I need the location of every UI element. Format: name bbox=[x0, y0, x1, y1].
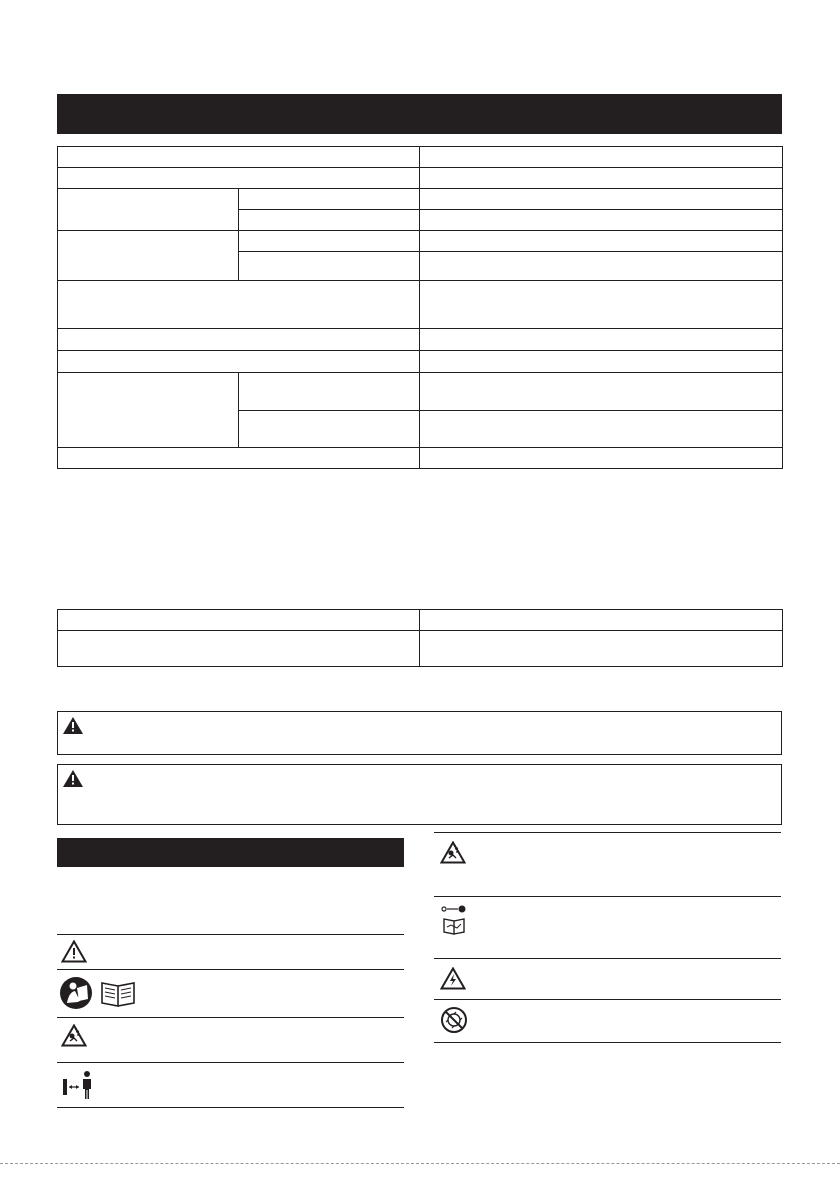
table-cell bbox=[420, 210, 783, 231]
divider bbox=[434, 1042, 781, 1043]
warning-triangle-icon bbox=[63, 717, 83, 734]
table-row bbox=[58, 373, 783, 411]
table-cell bbox=[420, 329, 783, 351]
table-row bbox=[58, 168, 783, 189]
table-cell bbox=[239, 231, 420, 252]
table-cell bbox=[58, 610, 420, 631]
table-row bbox=[58, 329, 783, 351]
table-row bbox=[58, 231, 783, 252]
divider bbox=[57, 1017, 404, 1018]
table-row bbox=[58, 147, 783, 168]
table-row bbox=[58, 189, 783, 210]
specifications-table bbox=[57, 146, 783, 469]
table-cell bbox=[58, 631, 420, 667]
table-cell bbox=[420, 189, 783, 210]
table-cell bbox=[420, 351, 783, 373]
divider bbox=[57, 934, 404, 935]
table-cell bbox=[58, 147, 420, 168]
warning-box bbox=[57, 764, 782, 825]
warning-box bbox=[57, 711, 782, 755]
warning-triangle-icon bbox=[63, 770, 83, 787]
no-metal-blade-icon bbox=[440, 1006, 468, 1034]
flying-debris-icon bbox=[61, 1024, 87, 1047]
divider bbox=[434, 832, 781, 833]
table-cell bbox=[239, 411, 420, 448]
table-cell bbox=[58, 168, 420, 189]
divider bbox=[57, 969, 404, 970]
page-edge bbox=[0, 1163, 840, 1164]
table-cell bbox=[420, 411, 783, 448]
table-cell bbox=[420, 373, 783, 411]
table-row bbox=[58, 631, 783, 667]
table-cell bbox=[420, 281, 783, 329]
table-cell bbox=[58, 329, 420, 351]
battery-table bbox=[57, 609, 783, 667]
table-cell bbox=[420, 610, 783, 631]
electric-shock-icon bbox=[440, 967, 466, 990]
warning-triangle-icon bbox=[61, 940, 87, 963]
table-cell bbox=[58, 351, 420, 373]
divider bbox=[57, 1062, 404, 1063]
table-cell bbox=[420, 231, 783, 252]
divider bbox=[434, 896, 781, 897]
table-row bbox=[58, 448, 783, 469]
table-row bbox=[58, 281, 783, 329]
table-cell bbox=[239, 189, 420, 210]
table-cell bbox=[239, 210, 420, 231]
flying-debris-icon bbox=[440, 841, 466, 864]
table-cell bbox=[58, 231, 239, 281]
keep-distance-icon bbox=[62, 1070, 96, 1100]
table-cell bbox=[239, 373, 420, 411]
table-cell bbox=[58, 281, 420, 329]
table-row bbox=[58, 351, 783, 373]
divider bbox=[434, 958, 781, 959]
specifications-title-bar bbox=[57, 94, 782, 134]
table-cell bbox=[420, 631, 783, 667]
table-cell bbox=[420, 147, 783, 168]
table-cell bbox=[239, 252, 420, 281]
table-cell bbox=[58, 373, 239, 448]
table-cell bbox=[420, 252, 783, 281]
divider bbox=[434, 999, 781, 1000]
table-cell bbox=[58, 189, 239, 231]
read-manual-icon bbox=[59, 975, 151, 1011]
table-row bbox=[58, 610, 783, 631]
table-cell bbox=[420, 168, 783, 189]
table-cell bbox=[58, 448, 420, 469]
divider bbox=[57, 1107, 404, 1108]
remove-battery-icon bbox=[441, 905, 471, 935]
symbols-title-bar bbox=[57, 838, 404, 867]
table-cell bbox=[420, 448, 783, 469]
